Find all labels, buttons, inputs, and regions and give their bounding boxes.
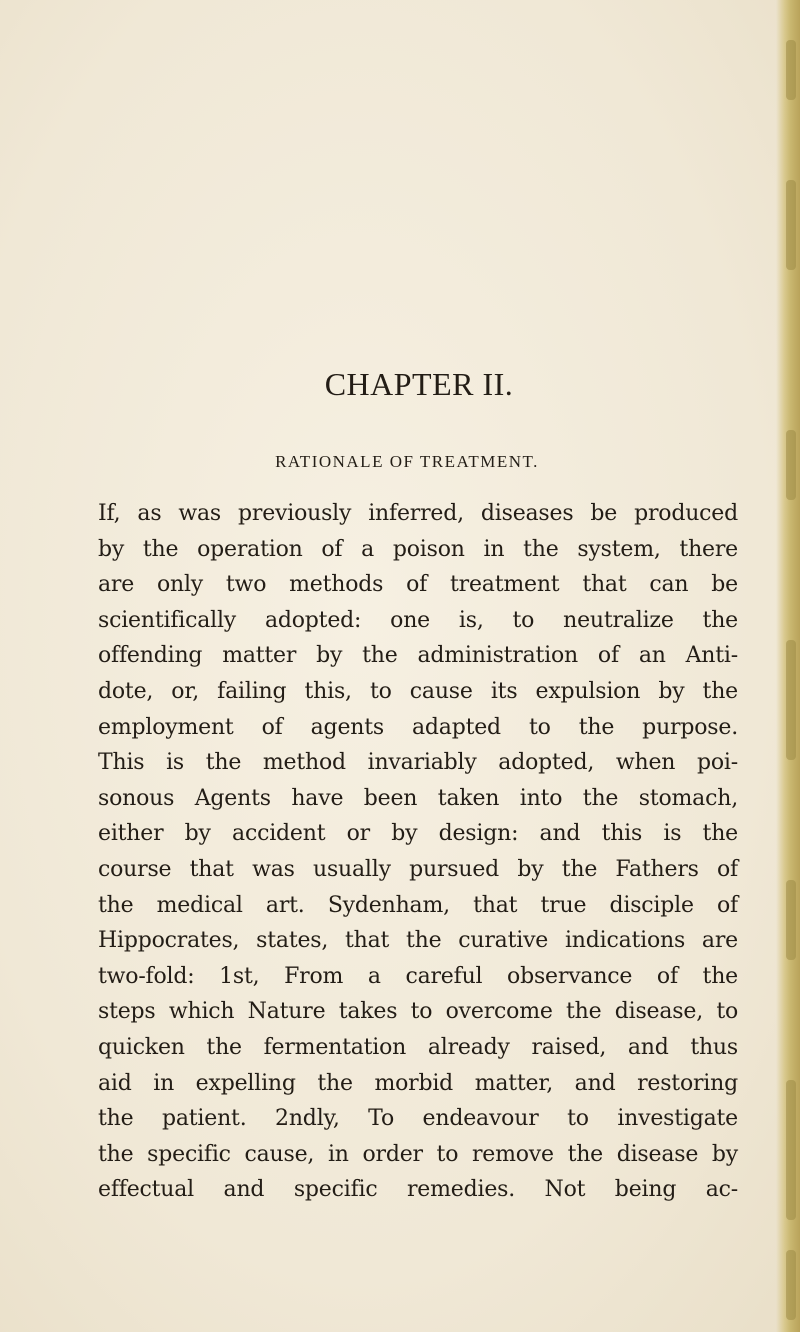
text-line: effectual and specific remedies. Not being ac- <box>98 1177 738 1203</box>
edge-stain <box>786 180 796 270</box>
text-line: the patient. 2ndly, To endeavour to investigate <box>98 1106 738 1132</box>
text-line: Hippocrates, states, that the curative indications are <box>98 928 738 954</box>
text-line: the specific cause, in order to remove the disease by <box>98 1141 738 1167</box>
text-line: offending matter by the administration of an Anti- <box>98 643 738 669</box>
text-line: course that was usually pursued by the Fathers of <box>98 856 738 882</box>
text-line: If, as was previously inferred, diseases be produced <box>98 501 738 526</box>
edge-stain <box>786 880 796 960</box>
text-line: are only two methods of treatment that can be <box>98 572 738 598</box>
edge-stain <box>786 1250 796 1320</box>
body-paragraph <box>98 496 738 1208</box>
text-line: sonous Agents have been taken into the stomach, <box>98 785 738 811</box>
edge-stain <box>786 1080 796 1220</box>
text-line: two-fold: 1st, From a careful observance of the <box>98 963 738 989</box>
text-line: scientifically adopted: one is, to neutralize the <box>98 607 738 633</box>
chapter-title: CHAPTER II. <box>324 366 514 402</box>
section-title: RATIONALE OF TREATMENT. <box>275 452 539 471</box>
text-line: the medical art. Sydenham, that true disciple of <box>98 892 738 918</box>
text-line: steps which Nature takes to overcome the disease, to <box>98 999 738 1025</box>
text-line: employment of agents adapted to the purpose. <box>98 714 738 740</box>
edge-stain <box>786 40 796 100</box>
text-line: quicken the fermentation already raised, and thus <box>98 1034 738 1060</box>
page-edge-discoloration <box>776 0 800 1332</box>
edge-stain <box>786 640 796 760</box>
text-line: dote, or, failing this, to cause its expulsion by the <box>98 678 738 704</box>
text-line: either by accident or by design: and this is the <box>98 821 738 847</box>
text-line: This is the method invariably adopted, when poi- <box>98 750 738 776</box>
text-line: by the operation of a poison in the system, there <box>98 536 738 562</box>
text-line: aid in expelling the morbid matter, and restoring <box>98 1070 738 1096</box>
